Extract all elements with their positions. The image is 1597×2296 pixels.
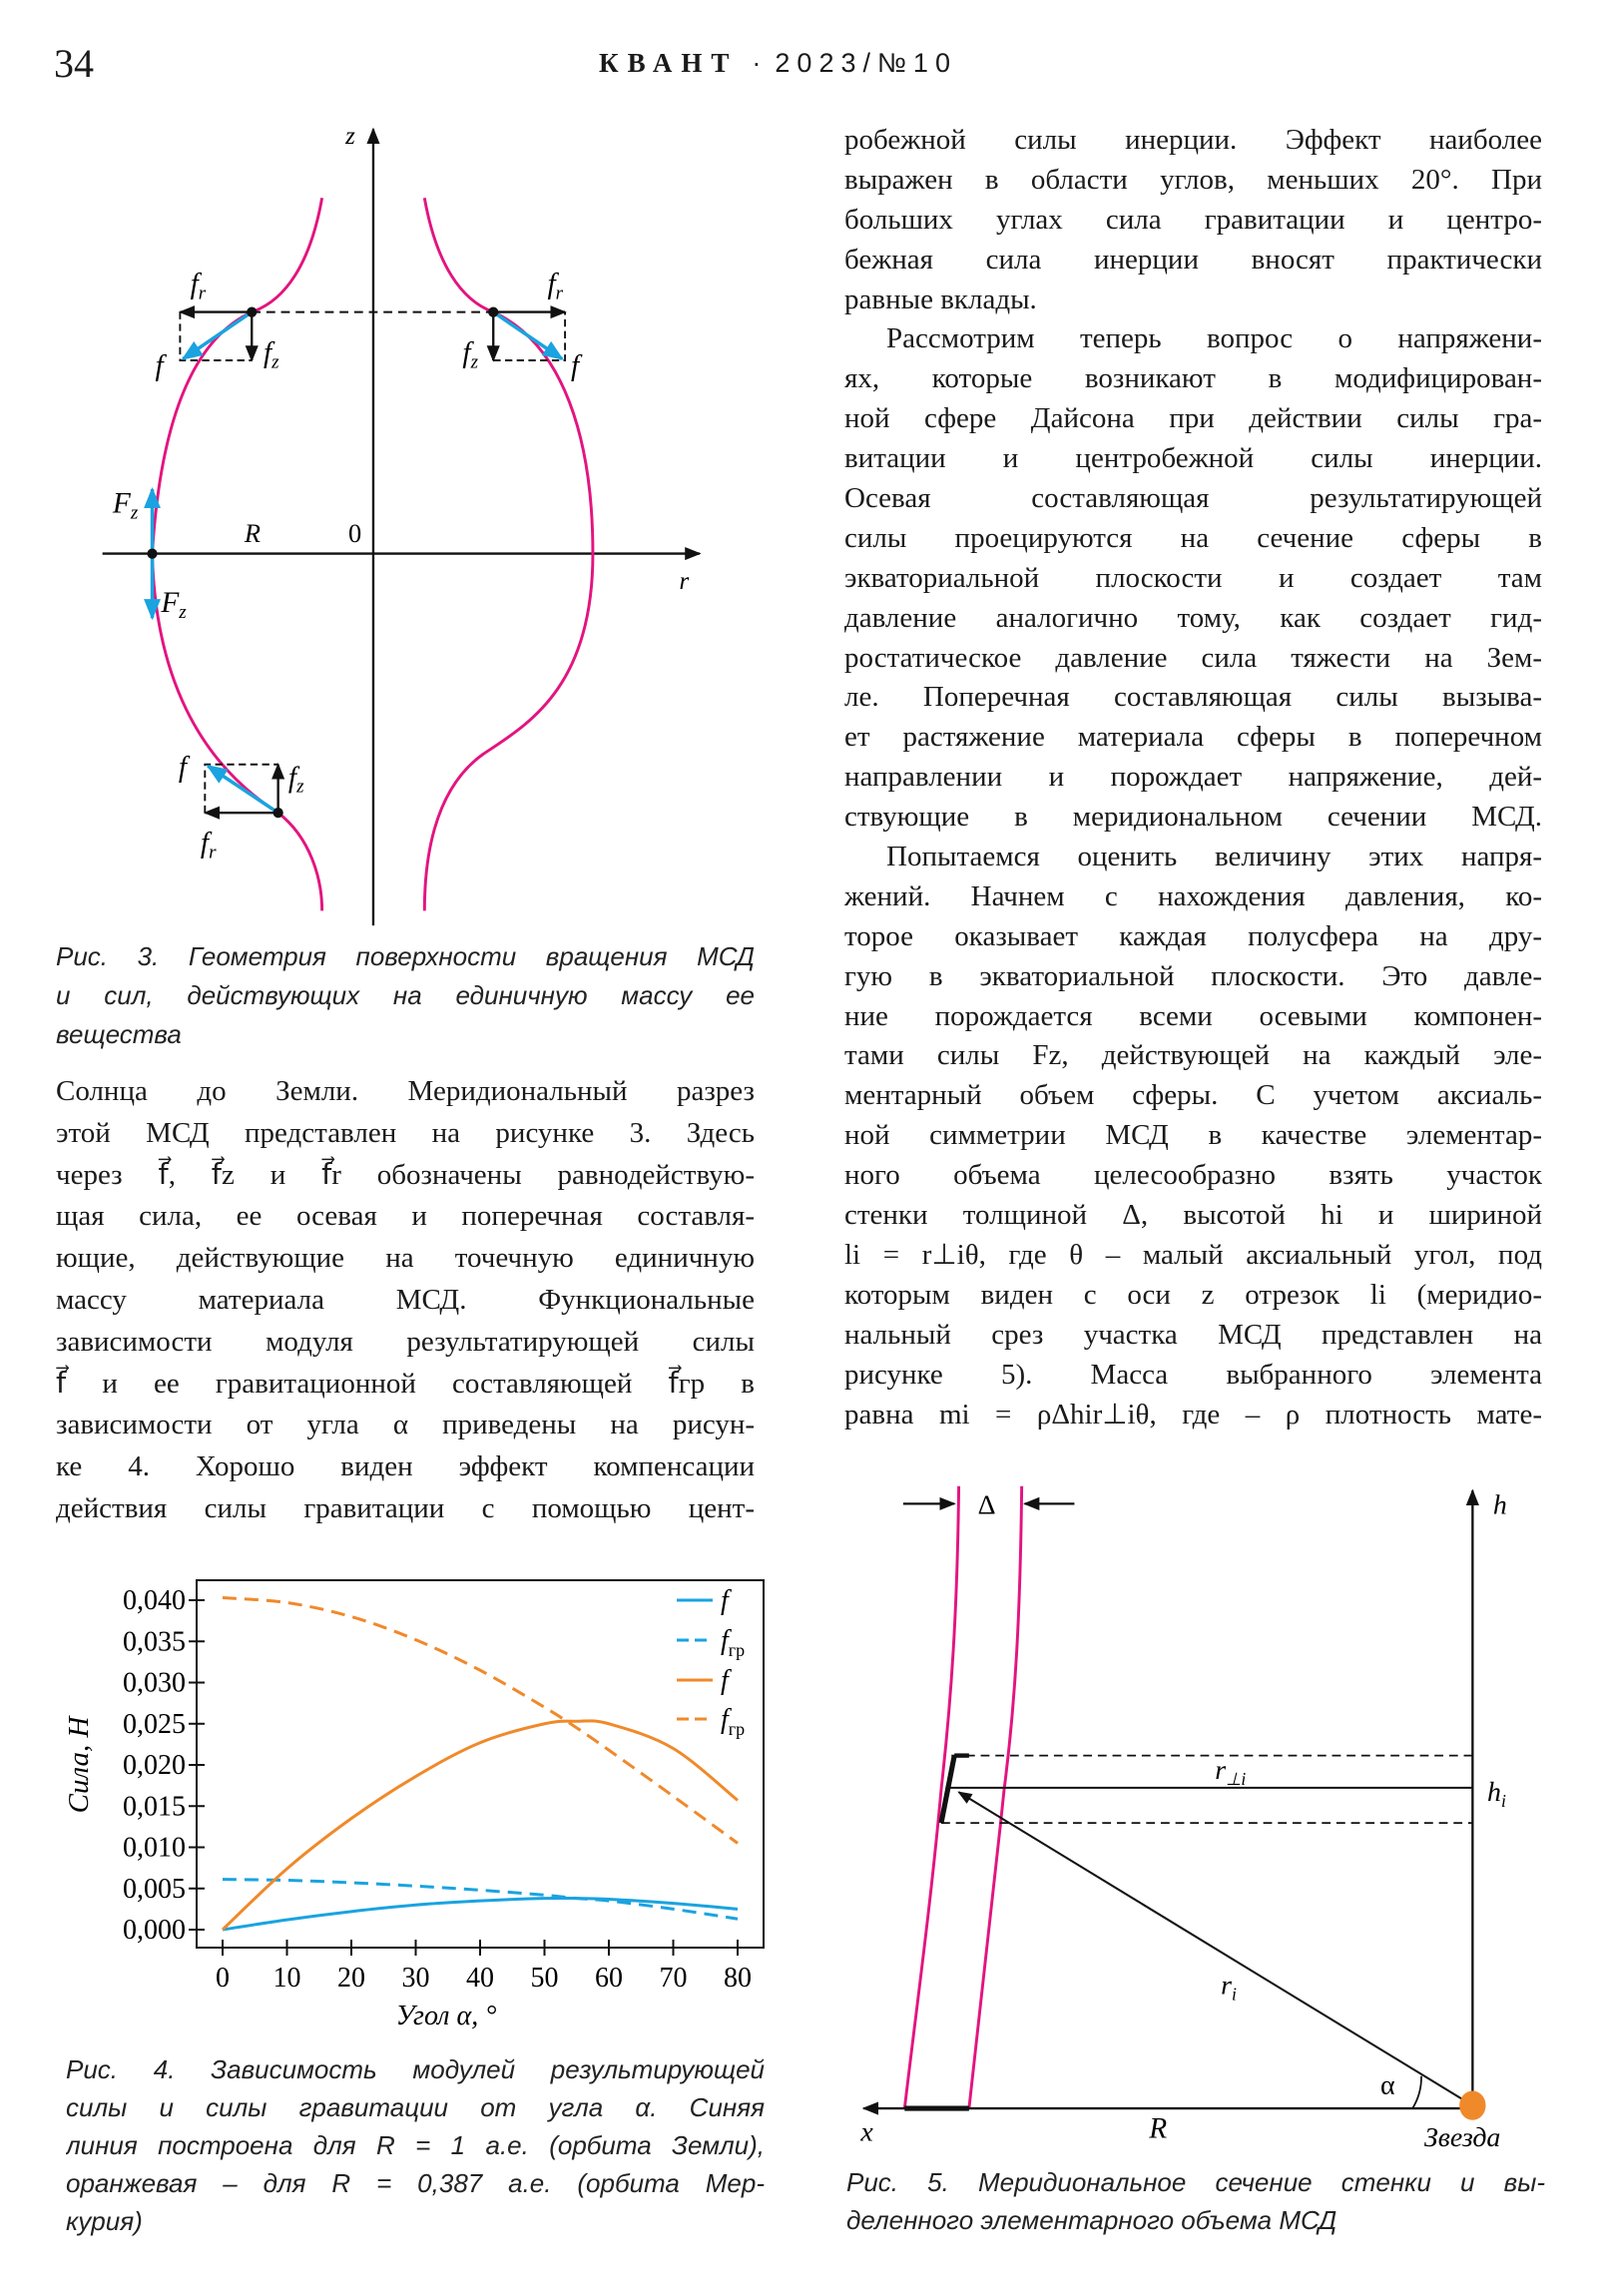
text-line: ющие, действующие на точечную единичную — [56, 1242, 755, 1275]
text-line: гую в экваториальной плоскости. Это давле- — [844, 959, 1542, 992]
f-label: f — [155, 349, 164, 382]
series-line-3 — [223, 1598, 738, 1844]
text-line: нальный срез участка МСД представлен на — [844, 1318, 1542, 1351]
text-line: оранжевая – для R = 0,387 а.е. (орбита Мер- — [66, 2168, 765, 2198]
text-line: деленного элементарного объема МСД — [846, 2205, 1337, 2235]
text-line: Осевая составляющая результатирующей — [844, 482, 1542, 515]
text-line: ние порождается всеми осевыми компонен- — [844, 999, 1542, 1032]
y-tick-label: 0,010 — [123, 1832, 186, 1864]
h-i-label: $h_i$ — [1487, 1777, 1506, 1811]
text-line: ментарный объем сферы. С учетом аксиаль- — [844, 1079, 1542, 1112]
text-line: линия построена для R = 1 а.е. (орбита Земли), — [66, 2130, 765, 2160]
header-separator: · — [752, 48, 762, 78]
delta-label: Δ — [977, 1489, 996, 1521]
text-line: торое оказывает каждая полусфера на дру- — [844, 919, 1542, 952]
text-line: робежной силы инерции. Эффект наиболее — [844, 124, 1542, 156]
Fz-label: $F_z$ — [161, 587, 187, 624]
text-line: этой МСД представлен на рисунке 3. Здесь — [56, 1116, 755, 1149]
text-line: Рис. 3. Геометрия поверхности вращения МСД — [56, 941, 755, 971]
text-line: вещества — [56, 1019, 182, 1049]
text-line: бежная сила инерции вносят практически — [844, 243, 1542, 276]
text-line: равные вклады. — [844, 283, 1037, 315]
legend-label: $f_{гр}$ — [721, 1704, 746, 1739]
text-line: через f⃗, f⃗z и f⃗r обозначены равнодействую- — [56, 1158, 755, 1191]
text-line: экваториальной плоскости и создает там — [844, 561, 1542, 594]
f-label: f — [570, 349, 580, 382]
fr-label: $f_r$ — [190, 268, 207, 304]
fz-label: $f_z$ — [287, 761, 304, 798]
x-tick-label: 70 — [659, 1963, 688, 1994]
x-tick-label: 50 — [530, 1963, 559, 1994]
text-line: выражен в области углов, меньших 20°. При — [844, 163, 1542, 196]
text-line: ной сфере Дайсона при действии силы гра- — [844, 402, 1542, 435]
series-line-0 — [223, 1898, 738, 1930]
x-tick-label: 10 — [272, 1963, 301, 1994]
y-axis-title: Сила, Н — [63, 1716, 95, 1814]
text-line: массу материала МСД. Функциональные — [56, 1283, 755, 1316]
legend-label: f — [721, 1585, 729, 1616]
series-line-2 — [223, 1721, 738, 1930]
text-line: ет растяжение материала сферы в поперечном — [844, 721, 1542, 754]
star-label: Звезда — [1423, 2122, 1501, 2154]
fr-label: $f_r$ — [547, 268, 564, 304]
x-tick-label: 0 — [216, 1963, 230, 1994]
z-axis-label: z — [345, 122, 355, 150]
y-tick-label: 0,020 — [123, 1750, 186, 1781]
text-line: действия силы гравитации с помощью цент- — [56, 1491, 755, 1524]
x-axis-label: x — [860, 2116, 873, 2148]
text-line: рисунке 5). Масса выбранного элемента — [844, 1358, 1542, 1391]
y-tick-label: 0,030 — [123, 1667, 186, 1699]
legend-label: f — [721, 1665, 729, 1696]
text-line: стенки толщиной Δ, высотой hi и шириной — [844, 1199, 1542, 1232]
x-tick-label: 40 — [466, 1963, 494, 1994]
fz-label: $f_z$ — [263, 336, 279, 373]
text-line: зависимости от угла α приведены на рисун- — [56, 1409, 755, 1441]
origin-label: 0 — [348, 517, 362, 548]
r-perp-label: $r_{\perp i}$ — [1215, 1755, 1247, 1789]
text-line: ке 4. Хорошо виден эффект компенсации — [56, 1450, 755, 1483]
text-line: li = r⊥iθ, где θ – малый аксиальный угол, под — [844, 1238, 1542, 1271]
text-line: ростатическое давление сила тяжести на Зем- — [844, 641, 1542, 674]
text-line: ле. Поперечная составляющая силы вызыва- — [844, 681, 1542, 714]
magazine-title: КВАНТ — [599, 48, 739, 78]
text-line: курия) — [66, 2206, 143, 2236]
text-line: и сил, действующих на единичную массу ее — [56, 980, 755, 1010]
legend-label: $f_{гр}$ — [721, 1625, 746, 1660]
text-line: ной симметрии МСД в качестве элементар- — [844, 1119, 1542, 1152]
y-tick-label: 0,035 — [123, 1626, 186, 1658]
text-line: равна mi = ρΔhir⊥iθ, где – ρ плотность мате- — [844, 1398, 1542, 1431]
x-tick-label: 60 — [595, 1963, 623, 1994]
text-line: давление аналогично тому, как создает гид- — [844, 601, 1542, 634]
page-number: 34 — [54, 41, 94, 86]
text-line: силы проецируются на сечение сферы в — [844, 521, 1542, 554]
r-i-label: $r_i$ — [1221, 1970, 1237, 2005]
text-line: Рассмотрим теперь вопрос о напряжени- — [886, 322, 1542, 355]
text-line: Рис. 5. Меридиональное сечение стенки и вы- — [846, 2167, 1545, 2197]
y-tick-label: 0,040 — [123, 1585, 186, 1616]
plot-frame — [197, 1580, 764, 1948]
text-line: зависимости модуля результатирующей силы — [56, 1325, 755, 1358]
y-tick-label: 0,025 — [123, 1708, 186, 1740]
x-tick-label: 80 — [724, 1963, 752, 1994]
text-line: силы и силы гравитации от угла α. Синяя — [66, 2092, 765, 2122]
text-line: направлении и порождает напряжение, дей- — [844, 761, 1542, 794]
text-line: ного объема целесообразно взять участок — [844, 1159, 1542, 1192]
text-line: Солнца до Земли. Меридиональный разрез — [56, 1075, 755, 1107]
x-tick-label: 20 — [337, 1963, 365, 1994]
text-line: Рис. 4. Зависимость модулей результирующей — [66, 2054, 765, 2084]
fr-label: $f_r$ — [200, 827, 217, 863]
y-tick-label: 0,015 — [123, 1791, 186, 1823]
text-line: ствующие в меридиональном сечении МСД. — [844, 801, 1542, 834]
text-line: жений. Начнем с нахождения давления, ко- — [844, 879, 1542, 912]
issue-number: 2023/№10 — [775, 48, 957, 78]
x-tick-label: 30 — [401, 1963, 430, 1994]
text-line: ях, которые возникают в модифицирован- — [844, 362, 1542, 395]
y-tick-label: 0,000 — [123, 1915, 186, 1946]
R-label: R — [1149, 2112, 1168, 2145]
text-line: витации и центробежной силы инерции. — [844, 442, 1542, 475]
text-line: которым виден с оси z отрезок li (меридио- — [844, 1278, 1542, 1311]
alpha-label: α — [1379, 2069, 1395, 2101]
text-line: Попытаемся оценить величину этих напря- — [886, 841, 1542, 873]
y-tick-label: 0,005 — [123, 1873, 186, 1905]
series-line-1 — [223, 1880, 738, 1920]
radius-label: R — [244, 517, 262, 548]
h-axis-label: h — [1492, 1489, 1507, 1521]
text-line: щая сила, ее осевая и поперечная составля- — [56, 1200, 755, 1233]
f-label: f — [178, 751, 188, 784]
text-line: больших углах сила гравитации и центро- — [844, 203, 1542, 236]
text-line: тами силы Fz, действующей на каждый эле- — [844, 1039, 1542, 1072]
x-axis-title: Угол α, ° — [395, 2001, 497, 2031]
fz-label: $f_z$ — [462, 336, 479, 373]
Fz-label: $F_z$ — [112, 487, 139, 524]
r-axis-label: r — [679, 567, 690, 595]
text-line: f⃗ и ее гравитационной составляющей f⃗гр в — [56, 1367, 755, 1400]
